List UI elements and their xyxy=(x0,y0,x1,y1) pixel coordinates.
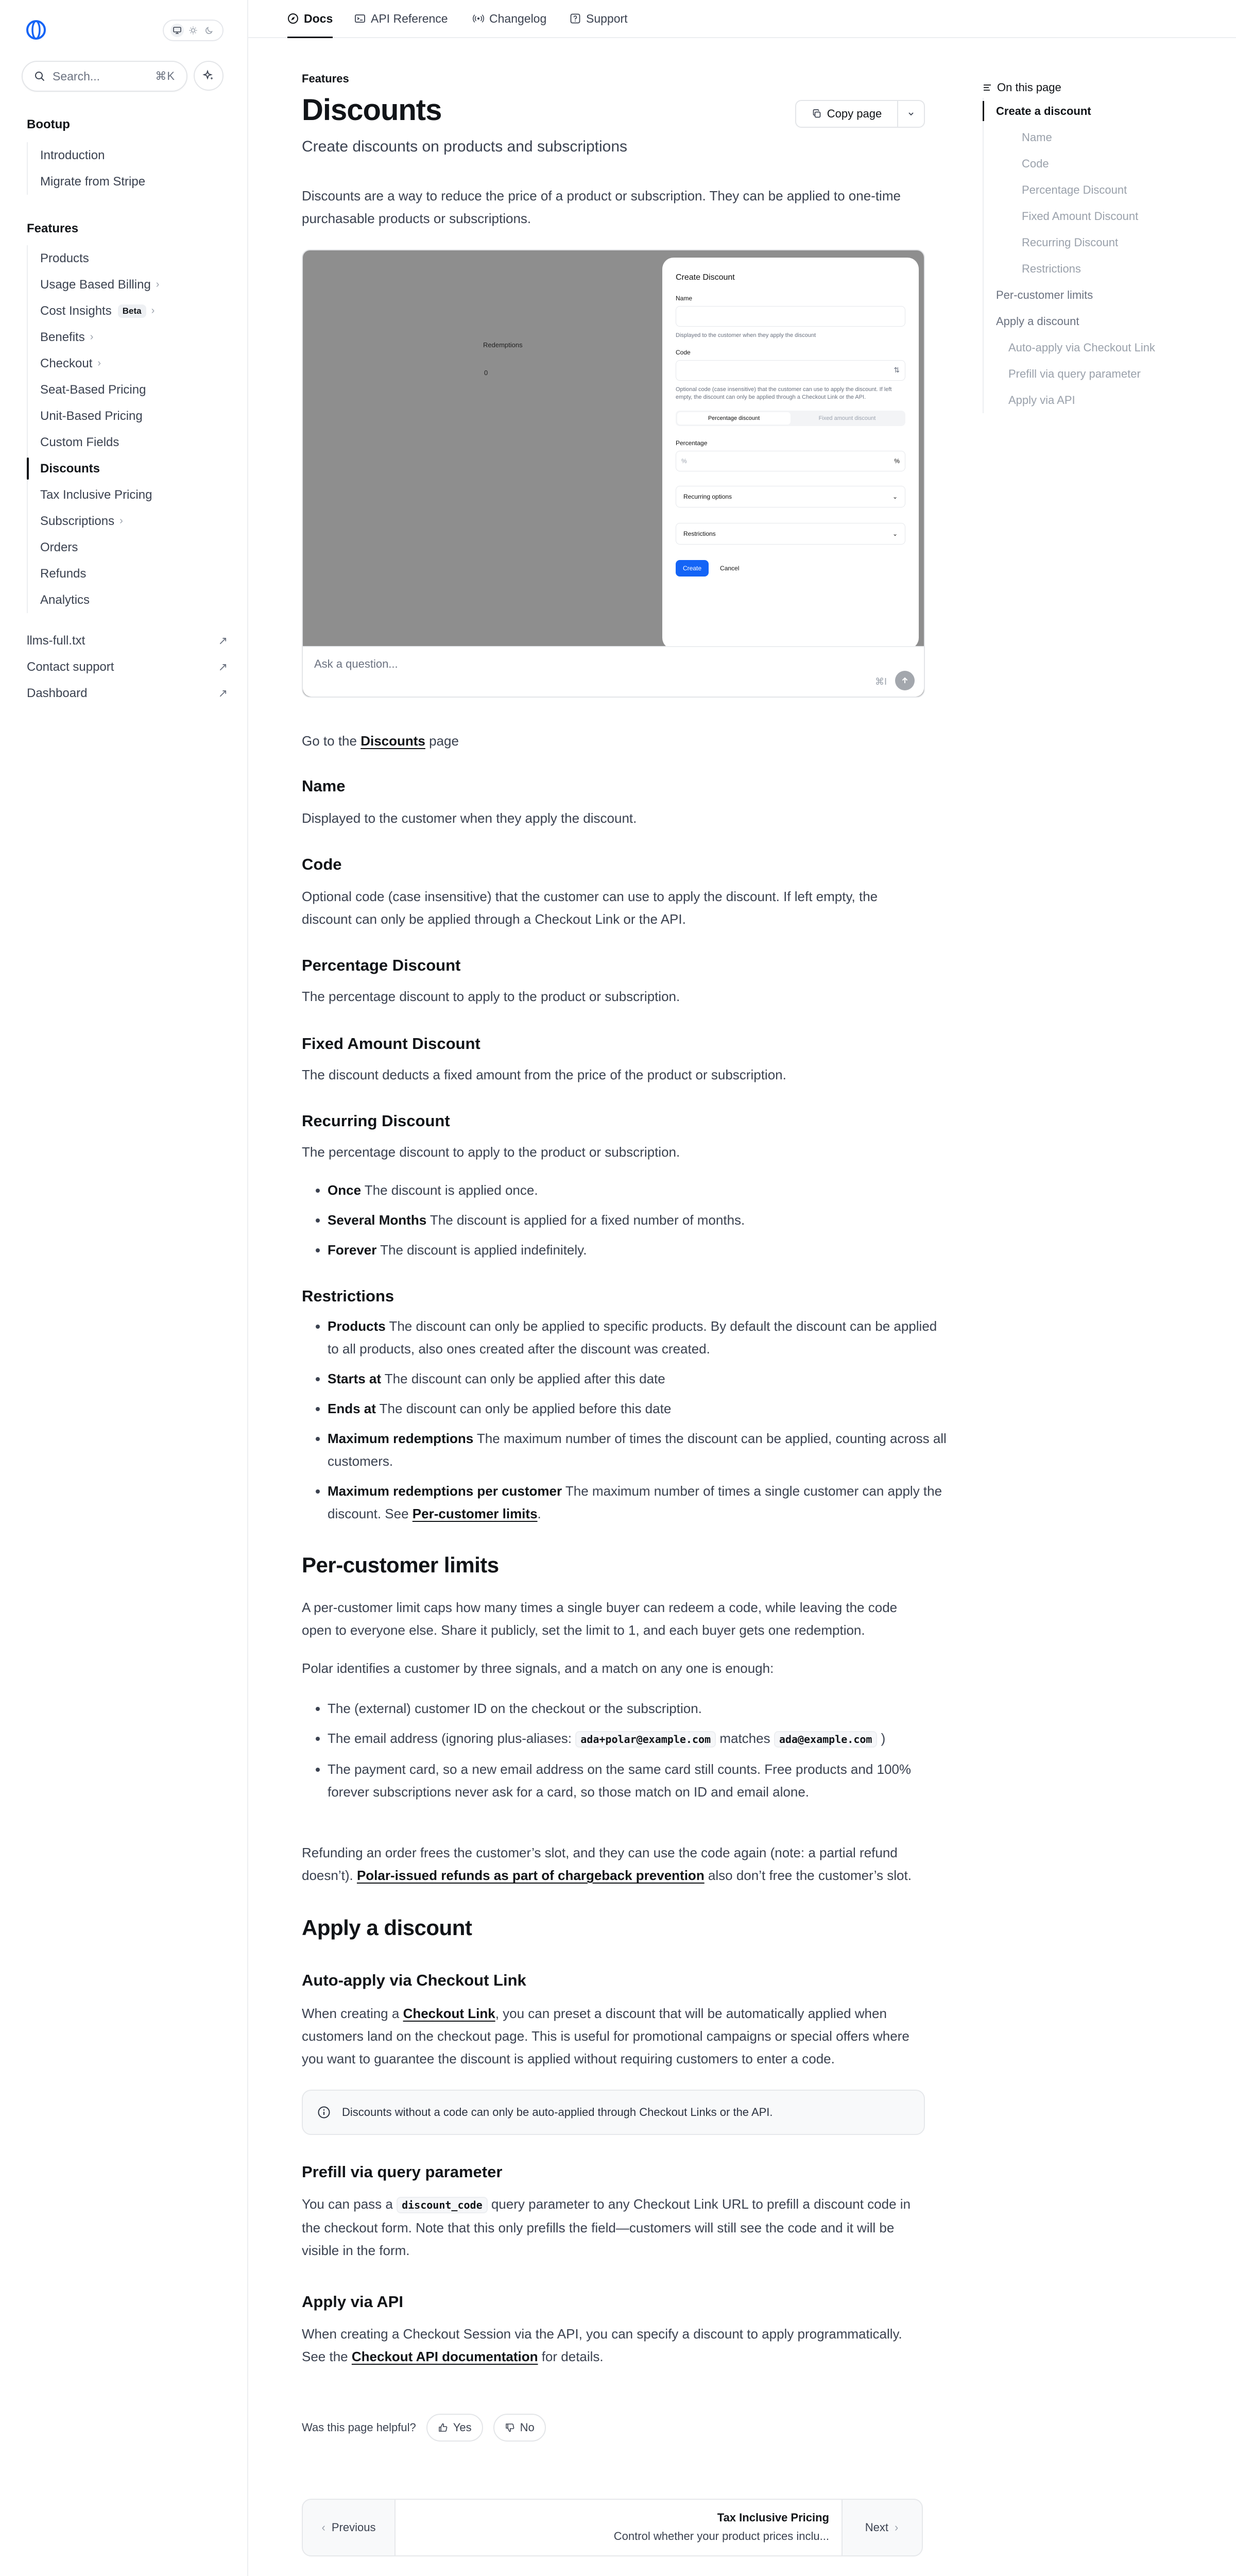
text: The payment card, so a new email address on the same card still counts. Free products and 100% forever subscriptions never ask for a card, so those match on ID and email alone. xyxy=(328,1761,912,1800)
discount-type-toggle[interactable] xyxy=(676,411,905,426)
toc-item-code[interactable]: Code xyxy=(1022,157,1049,170)
heading-code: Code xyxy=(302,855,342,873)
list-item xyxy=(328,1727,951,1751)
polar-logo-icon[interactable] xyxy=(26,20,46,40)
term: Several Months xyxy=(328,1212,427,1228)
sidebar-item-label: Subscriptions xyxy=(40,514,115,528)
text: The discount can only be applied to specific products. By default the discount can be applied to all products, also ones created after the discount was created. xyxy=(328,1318,937,1357)
sidebar-item-label: Checkout xyxy=(40,356,93,370)
copy-page-label: Copy page xyxy=(827,107,882,120)
toc-item-recurring-discount[interactable]: Recurring Discount xyxy=(1022,235,1119,249)
copy-icon xyxy=(812,109,822,119)
tab-label: Changelog xyxy=(489,11,547,25)
sidebar-item-custom-fields[interactable] xyxy=(28,429,234,455)
sidebar-item-label: Analytics xyxy=(40,592,90,607)
text: The discount is applied indefinitely. xyxy=(376,1242,587,1258)
copy-page-group xyxy=(795,100,925,128)
list-icon xyxy=(983,83,992,92)
sidebar-item-label: Benefits xyxy=(40,330,85,344)
sidebar-item-migrate-from-stripe[interactable] xyxy=(28,168,234,195)
beta-badge: Beta xyxy=(118,304,146,318)
sidebar-item-subscriptions[interactable] xyxy=(28,508,234,534)
fixed-paragraph: The discount deducts a fixed amount from the price of the product or subscription. xyxy=(302,1067,786,1082)
generate-code-icon[interactable]: ⇅ xyxy=(894,366,900,374)
sidebar-item-label: Unit-Based Pricing xyxy=(40,409,143,423)
sidebar-item-checkout[interactable] xyxy=(28,350,234,377)
sidebar-item-label: Migrate from Stripe xyxy=(40,174,146,189)
text: The discount is applied for a fixed number of months. xyxy=(426,1212,745,1228)
search-shortcut: ⌘K xyxy=(155,70,175,82)
heading-apply-a-discount: Apply a discount xyxy=(302,1916,472,1940)
copy-options-dropdown[interactable] xyxy=(897,101,924,127)
pcl-paragraph-2: Polar identifies a customer by three signals, and a match on any one is enough: xyxy=(302,1660,774,1676)
heading-percentage-discount: Percentage Discount xyxy=(302,956,461,974)
text: Go to the xyxy=(302,733,361,749)
feedback-yes-button[interactable] xyxy=(426,2414,483,2442)
heading-fixed-amount-discount: Fixed Amount Discount xyxy=(302,1035,480,1053)
text: The email address (ignoring plus-aliases: xyxy=(328,1731,576,1746)
chevron-right-icon: › xyxy=(156,279,160,290)
restrictions-list xyxy=(302,1315,951,1532)
text: also don’t free the customer’s slot. xyxy=(704,1868,912,1883)
toc-heading xyxy=(983,77,1199,98)
sidebar-item-benefits[interactable] xyxy=(28,324,234,350)
text: query parameter to any Checkout Link URL to prefill a discount code in the checkout form. Note that this only prefills the field—customers will still see the code and it will be visible in the form. xyxy=(302,2196,911,2258)
nav-list-features xyxy=(27,245,234,613)
toc-item-per-customer-limits[interactable]: Per-customer limits xyxy=(996,288,1093,301)
chevron-right-icon: › xyxy=(90,331,94,343)
sidebar-item-orders[interactable] xyxy=(28,534,234,561)
term: Products xyxy=(328,1318,386,1334)
help-square-icon xyxy=(570,13,581,24)
percentage-field[interactable] xyxy=(676,451,905,471)
sidebar-item-tax-inclusive-pricing[interactable] xyxy=(28,482,234,508)
goto-paragraph xyxy=(302,730,925,752)
feedback-no-label: No xyxy=(520,2421,535,2434)
next-label: Next xyxy=(865,2521,888,2534)
text: . xyxy=(537,1506,541,1521)
sidebar-item-label: Discounts xyxy=(40,461,100,476)
text: for details. xyxy=(538,2349,604,2364)
link-contact-support[interactable] xyxy=(27,654,228,680)
sidebar-item-analytics[interactable] xyxy=(28,587,234,613)
sidebar-item-cost-insights[interactable] xyxy=(28,298,234,324)
intro-paragraph: Discounts are a way to reduce the price of a product or subscription. They can be applied to one-time purchasable products or subscriptions. xyxy=(302,188,901,226)
search-icon xyxy=(34,71,45,82)
inline-code: ada@example.com xyxy=(774,1731,878,1748)
accordion-label: Recurring options xyxy=(683,493,732,500)
code-label: Code xyxy=(676,349,691,356)
sidebar-item-label: Cost Insights xyxy=(40,303,112,318)
terminal-icon xyxy=(354,13,366,24)
percentage-placeholder: % xyxy=(681,457,687,465)
pcl-paragraph-3 xyxy=(302,1841,925,1887)
create-button[interactable]: Create xyxy=(676,560,709,577)
pcl-signals-list xyxy=(302,1697,951,1810)
text: matches xyxy=(716,1731,774,1746)
chevron-down-icon: ⌄ xyxy=(892,493,898,500)
sidebar-item-seat-based-pricing[interactable] xyxy=(28,377,234,403)
code-help: Optional code (case insensitive) that the customer can use to apply the discount. If left empty, the discount can only be applied through a Checkout Link or the API. xyxy=(676,386,892,400)
sidebar-item-label: Products xyxy=(40,251,89,265)
chevron-right-icon: › xyxy=(97,358,101,369)
toc-item-percentage-discount[interactable]: Percentage Discount xyxy=(1022,183,1127,196)
discounts-page-link[interactable]: Discounts xyxy=(360,733,425,749)
chevron-down-icon: ⌄ xyxy=(892,530,898,537)
sidebar-item-label: Usage Based Billing xyxy=(40,277,151,292)
list-item xyxy=(328,1697,951,1720)
recurring-list xyxy=(302,1179,951,1268)
code-paragraph: Optional code (case insensitive) that the customer can use to apply the discount. If left empty, the discount can only be applied through a Checkout Link or the API. xyxy=(302,889,878,927)
restrictions-accordion[interactable] xyxy=(676,523,905,545)
text: You can pass a xyxy=(302,2196,397,2212)
search-placeholder: Search... xyxy=(53,69,100,83)
heading-per-customer-limits: Per-customer limits xyxy=(302,1553,499,1577)
info-callout xyxy=(302,2090,925,2135)
nav-group-features: Features xyxy=(27,222,79,235)
nav-list-bootup xyxy=(27,142,234,195)
bg-redemptions-label: Redemptions xyxy=(483,341,523,349)
list-item xyxy=(328,1480,951,1525)
list-item xyxy=(328,1209,951,1231)
link-label: Dashboard xyxy=(27,686,88,700)
nav-group-bootup: Bootup xyxy=(27,117,70,131)
previous-page-button[interactable] xyxy=(303,2500,394,2555)
toc-item-restrictions[interactable]: Restrictions xyxy=(1022,262,1081,275)
text: The discount can only be applied after this date xyxy=(381,1371,665,1386)
broadcast-icon xyxy=(473,13,484,24)
moon-icon[interactable] xyxy=(202,24,216,37)
term: Maximum redemptions xyxy=(328,1431,474,1446)
thumbs-down-icon xyxy=(505,2422,515,2433)
ask-question-bar[interactable] xyxy=(303,646,924,697)
name-field[interactable] xyxy=(676,306,905,327)
list-item xyxy=(328,1179,951,1201)
feedback-yes-label: Yes xyxy=(453,2421,472,2434)
term: Maximum redemptions per customer xyxy=(328,1483,562,1499)
callout-text: Discounts without a code can only be auto-applied through Checkout Links or the API. xyxy=(342,2106,773,2119)
name-paragraph: Displayed to the customer when they apply the discount. xyxy=(302,810,637,826)
chevron-right-icon: › xyxy=(151,305,155,316)
chevron-left-icon: ‹ xyxy=(321,2521,325,2534)
previous-label: Previous xyxy=(331,2521,376,2534)
cancel-button[interactable]: Cancel xyxy=(720,565,740,572)
accordion-label: Restrictions xyxy=(683,530,716,537)
heading-name: Name xyxy=(302,777,346,795)
tab-docs[interactable] xyxy=(287,0,333,37)
name-help: Displayed to the customer when they apply the discount xyxy=(676,332,816,338)
percentage-discount-option[interactable]: Percentage discount xyxy=(677,412,791,425)
percentage-paragraph: The percentage discount to apply to the product or subscription. xyxy=(302,989,680,1004)
discount-form-screenshot xyxy=(302,249,925,698)
next-page-card[interactable] xyxy=(394,2500,843,2555)
link-llms-full[interactable] xyxy=(27,628,228,654)
text: The maximum number of times a single customer can apply the discount. See xyxy=(328,1483,942,1521)
ask-question-input[interactable]: Ask a question... xyxy=(314,657,398,670)
auto-apply-paragraph xyxy=(302,2002,925,2070)
page-subtitle: Create discounts on products and subscriptions xyxy=(302,138,628,155)
chevron-right-icon: › xyxy=(119,515,123,527)
term: Starts at xyxy=(328,1371,382,1386)
toc-item-apply-a-discount[interactable]: Apply a discount xyxy=(996,314,1079,328)
create-discount-modal xyxy=(662,258,919,649)
toc-item-prefill[interactable]: Prefill via query parameter xyxy=(1008,367,1141,380)
inline-code: ada+polar@example.com xyxy=(575,1731,716,1748)
page-title: Discounts xyxy=(302,93,442,127)
heading-auto-apply: Auto-apply via Checkout Link xyxy=(302,1971,526,1989)
sidebar-item-label: Custom Fields xyxy=(40,435,119,449)
heading-apply-via-api: Apply via API xyxy=(302,2293,403,2311)
sidebar-item-label: Orders xyxy=(40,540,78,554)
search-input[interactable] xyxy=(22,61,187,92)
table-of-contents xyxy=(983,77,1199,413)
text: Refunding an order frees the customer’s slot, and they can use the code again (note: a partial refund doesn’t). xyxy=(302,1845,898,1883)
percentage-label: Percentage xyxy=(676,439,708,447)
inline-code: discount_code xyxy=(397,2197,488,2213)
copy-page-button[interactable] xyxy=(796,101,897,127)
sidebar-item-label: Refunds xyxy=(40,566,87,581)
next-page-button[interactable] xyxy=(842,2500,922,2555)
heading-prefill: Prefill via query parameter xyxy=(302,2163,503,2181)
fixed-amount-option[interactable]: Fixed amount discount xyxy=(818,415,876,421)
monitor-icon[interactable] xyxy=(170,24,184,37)
ask-shortcut: ⌘I xyxy=(874,676,887,687)
external-arrow-icon: ↗ xyxy=(218,686,228,700)
toc-item-create-a-discount[interactable]: Create a discount xyxy=(984,98,1199,124)
arrow-up-icon xyxy=(900,676,909,685)
api-paragraph xyxy=(302,2323,925,2368)
send-button[interactable] xyxy=(895,671,915,690)
modal-title: Create Discount xyxy=(676,273,735,282)
text: When creating a xyxy=(302,2006,403,2021)
toc-heading-label: On this page xyxy=(997,81,1061,94)
recurring-options-accordion[interactable] xyxy=(676,486,905,507)
name-label: Name xyxy=(676,295,693,302)
link-dashboard[interactable] xyxy=(27,680,228,706)
external-arrow-icon: ↗ xyxy=(218,634,228,647)
term: Once xyxy=(328,1182,362,1198)
list-item xyxy=(328,1367,951,1390)
text: The maximum number of times the discount can be applied, counting across all customers. xyxy=(328,1431,947,1469)
heading-recurring-discount: Recurring Discount xyxy=(302,1112,450,1130)
list-item xyxy=(328,1758,951,1803)
list-item xyxy=(328,1427,951,1472)
chevron-down-icon xyxy=(907,110,915,118)
sidebar-item-discounts[interactable] xyxy=(28,455,234,482)
breadcrumb: Features xyxy=(302,72,349,85)
sidebar-item-label: Seat-Based Pricing xyxy=(40,382,146,397)
next-page-title: Tax Inclusive Pricing xyxy=(717,2511,829,2524)
prefill-paragraph xyxy=(302,2193,925,2262)
text: The discount can only be applied before this date xyxy=(375,1401,672,1416)
sun-icon[interactable] xyxy=(186,24,200,37)
tab-label: Support xyxy=(586,11,628,25)
bg-redemptions-value: 0 xyxy=(484,369,488,377)
sidebar-item-usage-based-billing[interactable] xyxy=(28,272,234,298)
term: Forever xyxy=(328,1242,377,1258)
toc-item-apply-via-api[interactable]: Apply via API xyxy=(1008,393,1075,406)
feedback-question: Was this page helpful? xyxy=(302,2421,416,2434)
toc-list xyxy=(983,98,1199,413)
recurring-paragraph: The percentage discount to apply to the product or subscription. xyxy=(302,1144,680,1160)
chargeback-refunds-link[interactable]: Polar-issued refunds as part of chargeback prevention xyxy=(356,1868,705,1883)
text: The (external) customer ID on the checkout or the subscription. xyxy=(328,1701,702,1716)
chevron-right-icon: › xyxy=(894,2521,899,2534)
assistant-button[interactable] xyxy=(194,61,224,91)
checkout-api-docs-link[interactable]: Checkout API documentation xyxy=(351,2349,538,2364)
tab-changelog[interactable] xyxy=(473,0,546,37)
feedback-no-button[interactable] xyxy=(493,2414,546,2442)
text: ) xyxy=(877,1731,886,1746)
sparkle-icon xyxy=(202,70,215,82)
sidebar-item-introduction[interactable] xyxy=(28,142,234,168)
thumbs-up-icon xyxy=(438,2422,448,2433)
sidebar-item-refunds[interactable] xyxy=(28,561,234,587)
toc-item-name[interactable]: Name xyxy=(1022,130,1052,144)
page-pager xyxy=(302,2499,923,2556)
code-field[interactable] xyxy=(676,360,905,381)
list-item xyxy=(328,1239,951,1261)
link-label: llms-full.txt xyxy=(27,633,85,648)
tab-support[interactable] xyxy=(570,0,628,37)
per-customer-limits-link[interactable]: Per-customer limits xyxy=(412,1506,538,1521)
external-arrow-icon: ↗ xyxy=(218,660,228,673)
text: When creating a Checkout Session via the API, you can specify a discount to apply programmatically. See the xyxy=(302,2326,902,2364)
toc-item-auto-apply[interactable]: Auto-apply via Checkout Link xyxy=(1008,341,1155,354)
info-icon xyxy=(317,2106,331,2119)
top-nav xyxy=(248,0,1236,38)
toc-item-fixed-amount-discount[interactable]: Fixed Amount Discount xyxy=(1022,209,1139,223)
feedback-widget xyxy=(302,2413,546,2442)
sidebar-item-label: Introduction xyxy=(40,148,105,162)
sidebar xyxy=(0,0,248,2576)
percent-unit: % xyxy=(894,457,900,465)
theme-toggle[interactable] xyxy=(163,20,224,41)
sidebar-item-unit-based-pricing[interactable] xyxy=(28,403,234,429)
text: page xyxy=(425,733,459,749)
sidebar-item-label: Tax Inclusive Pricing xyxy=(40,487,152,502)
pcl-paragraph-1: A per-customer limit caps how many times a single buyer can redeem a code, while leaving the code open to everyone else. Share it publicly, set the limit to 1, and each buyer gets one redemption. xyxy=(302,1600,898,1638)
term: Ends at xyxy=(328,1401,376,1416)
compass-icon xyxy=(287,13,299,24)
tab-api-reference[interactable] xyxy=(354,0,448,37)
tab-label: Docs xyxy=(304,11,333,25)
text: , you can preset a discount that will be automatically applied when customers land on the checkout page. This is useful for promotional campaigns or special offers where you want to guarantee the discount is applied without requiring customers to enter a code. xyxy=(302,2006,909,2066)
list-item xyxy=(328,1315,951,1360)
tab-label: API Reference xyxy=(371,11,448,25)
heading-restrictions: Restrictions xyxy=(302,1287,394,1305)
list-item xyxy=(328,1397,951,1420)
link-label: Contact support xyxy=(27,659,114,674)
sidebar-external-links xyxy=(27,628,228,706)
text: The discount is applied once. xyxy=(361,1182,538,1198)
sidebar-item-products[interactable] xyxy=(28,245,234,272)
checkout-link-link[interactable]: Checkout Link xyxy=(403,2006,495,2021)
next-page-description: Control whether your product prices inclu... xyxy=(613,2530,829,2543)
